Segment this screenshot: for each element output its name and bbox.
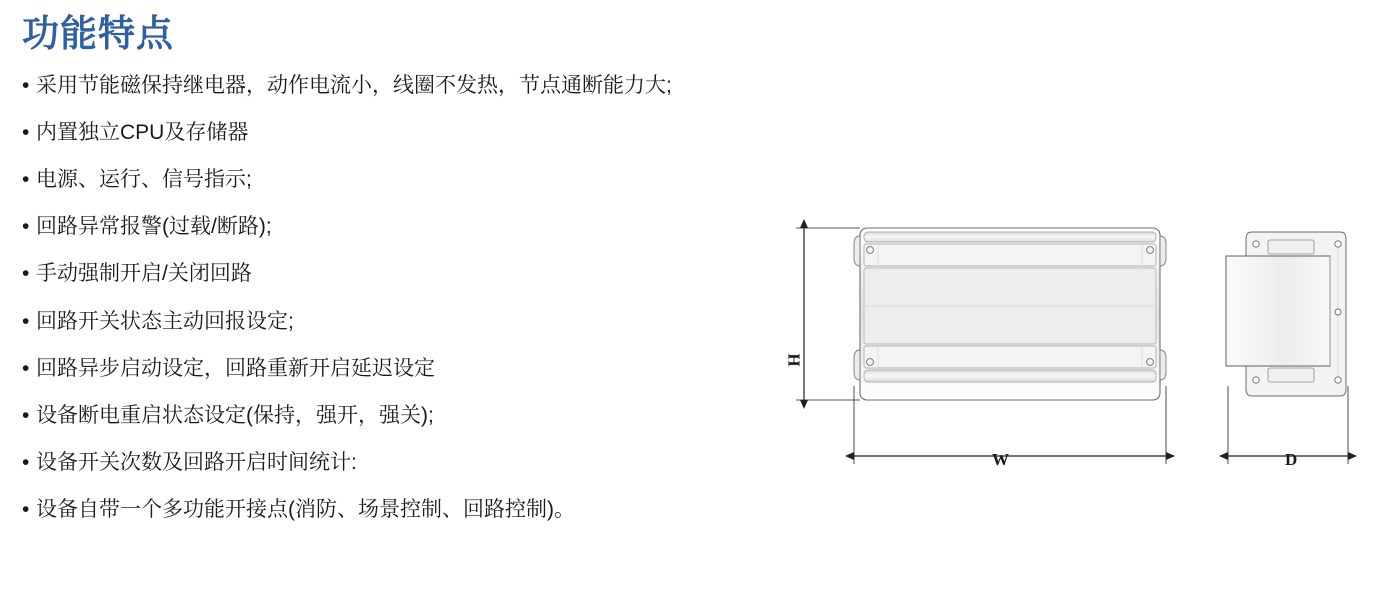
list-item-label: 设备开关次数及回路开启时间统计: bbox=[36, 451, 357, 475]
list-item bbox=[22, 120, 842, 145]
list-item-label: 内置独立CPU及存储器 bbox=[36, 120, 249, 144]
list-item-label: 采用节能磁保持继电器，动作电流小，线圈不发热，节点通断能力大; bbox=[36, 73, 672, 97]
list-item-label: 回路异常报警(过载/断路); bbox=[36, 215, 272, 239]
list-item bbox=[22, 403, 842, 428]
side-view bbox=[1226, 232, 1346, 396]
height-dimension bbox=[796, 228, 860, 400]
list-item-label: 手动强制开启/关闭回路 bbox=[36, 262, 252, 286]
page-title: 功能特点 bbox=[22, 13, 174, 54]
bullet-icon: • bbox=[22, 262, 30, 286]
list-item-label: 电源、运行、信号指示; bbox=[36, 168, 252, 192]
bullet-icon: • bbox=[22, 215, 30, 239]
list-item bbox=[22, 214, 842, 239]
bullet-icon: • bbox=[22, 356, 30, 380]
front-view bbox=[854, 228, 1166, 400]
list-item bbox=[22, 261, 842, 286]
list-item bbox=[22, 73, 842, 98]
bullet-icon: • bbox=[22, 404, 30, 427]
product-dimension-drawing bbox=[760, 210, 1380, 510]
list-item bbox=[22, 167, 842, 192]
list-item bbox=[22, 356, 842, 381]
bullet-icon: • bbox=[22, 168, 30, 192]
bullet-icon: • bbox=[22, 498, 30, 522]
list-item bbox=[22, 309, 842, 334]
list-item bbox=[22, 497, 842, 522]
bullet-icon: • bbox=[22, 451, 30, 475]
bullet-icon: • bbox=[22, 73, 30, 97]
list-item-label: 设备自带一个多功能开接点(消防、场景控制、回路控制)。 bbox=[36, 498, 575, 522]
features-section bbox=[22, 14, 842, 545]
list-item-label: 回路异步启动设定，回路重新开启延迟设定 bbox=[36, 356, 435, 380]
feature-list bbox=[22, 73, 842, 523]
bullet-icon: • bbox=[22, 309, 30, 333]
width-dimension-label: W bbox=[992, 450, 1009, 469]
depth-dimension-label: D bbox=[1285, 450, 1298, 469]
bullet-icon: • bbox=[22, 120, 30, 144]
list-item-label: 设备断电重启状态设定(保持，强开，强关); bbox=[36, 404, 434, 427]
list-item bbox=[22, 450, 842, 475]
list-item-label: 回路开关状态主动回报设定; bbox=[36, 309, 294, 333]
height-dimension-label: H bbox=[784, 353, 804, 367]
